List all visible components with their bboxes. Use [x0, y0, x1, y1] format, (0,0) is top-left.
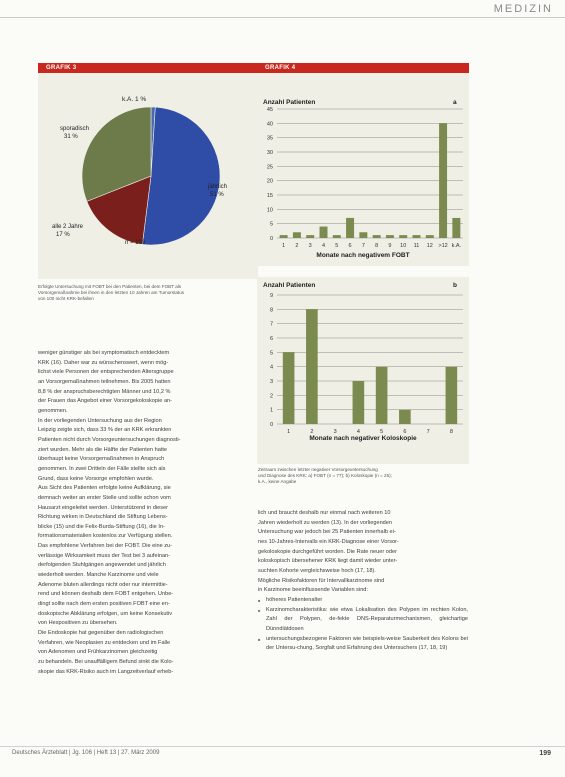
y-tick-label: 3: [269, 379, 273, 385]
body-text-line: zu behandeln. Bei unauffälligem Befund sinkt die Kolo-: [38, 659, 174, 665]
body-text-line: überhaupt keine Vorsorgemaßnahmen in Anspruch: [38, 456, 165, 463]
left-text-column: [38, 349, 250, 677]
x-tick-label: 6: [403, 429, 407, 435]
label-jaehrlich-1: jährlich: [208, 184, 228, 190]
x-tick-label: 3: [333, 429, 337, 435]
y-tick-label: 4: [269, 364, 273, 371]
body-text-line: 8,8 % der anspruchsberechtigten Männer und 10,2 %: [38, 388, 171, 395]
body-text-line: ziert wurden. Mehr als die Hälfte der Patienten hatte: [38, 446, 168, 453]
x-tick-label: 5: [380, 429, 384, 435]
x-tick-label: 7: [361, 243, 365, 249]
section-label: MEDIZIN: [493, 3, 553, 15]
x-tick-label: 8: [449, 429, 453, 435]
y-tick-label: 40: [266, 121, 273, 128]
caption-line: von 100 nicht KRK-befallen: [38, 296, 94, 301]
chart-a-xticks: [282, 243, 461, 249]
y-tick-label: 5: [269, 350, 273, 357]
y-tick-label: 20: [266, 178, 273, 185]
bar: [320, 227, 328, 238]
graphic3-panel: [38, 73, 258, 279]
x-tick-label: 11: [413, 243, 420, 249]
pie-chart: [38, 73, 258, 279]
body-text-line: formationsmaterialien kostenlos zur Verfügung stellen.: [38, 533, 173, 540]
bar-chart-a: [257, 73, 469, 266]
body-text-line: Leipzig zeigte sich, dass 33 % der an KRK erkrankten: [38, 427, 172, 434]
x-tick-label: 8: [375, 243, 379, 249]
body-text-line: derfolgenden Stuhlgängen angewendet und jährlich: [38, 562, 166, 569]
y-tick-label: 8: [269, 307, 273, 314]
pie-slices: [82, 107, 220, 245]
bar: [283, 352, 295, 424]
x-tick-label: 6: [348, 243, 352, 249]
bar: [439, 123, 447, 238]
body-text-line: weniger günstiger als bei symptomatisch entdecktem: [38, 350, 170, 356]
y-tick-label: 5: [269, 221, 273, 228]
label-jaehrlich-2: 51 %: [210, 192, 224, 198]
y-tick-label: 45: [266, 107, 273, 113]
bar: [333, 235, 341, 238]
label-2jahre-2: 17 %: [56, 232, 70, 238]
footer-source: Deutsches Ärzteblatt | Jg. 106 | Heft 13 | 27. März 2009: [12, 750, 160, 756]
body-text-line: der Frauen das Angebot einer Vorsorgekoloskopie an-: [38, 398, 173, 405]
caption-line: Zeitraum zwischen letzter negativer Vorsorgeuntersuchung: [258, 467, 378, 472]
y-tick-label: 15: [266, 193, 273, 199]
bar: [373, 235, 381, 238]
label-2jahre-1: alle 2 Jahre: [52, 224, 84, 230]
graphic4b-panel: [257, 277, 469, 464]
caption-line: k.A., keine Angabe: [258, 479, 297, 484]
y-tick-label: 6: [269, 336, 273, 342]
bar: [306, 309, 318, 424]
body-text-line: Untersuchung war jedoch bei 25 Patienten innerhalb ei-: [258, 529, 396, 536]
chart-b-xlabel: Monate nach negativer Koloskopie: [309, 435, 417, 442]
bullet-list: [258, 596, 468, 654]
body-text-line: von Adenomen und Frühkarzinomen gleichzeitig: [38, 649, 158, 656]
body-text-line: Jahren wiederholt zu werden (13). In der vorliegenden: [258, 519, 393, 526]
body-text-line: Aus Sicht des Patienten erfolgte keine Aufklärung, sie: [38, 485, 171, 492]
graphic4-header: GRAFIK 4: [257, 63, 469, 73]
bar: [306, 235, 314, 238]
x-tick-label: 1: [287, 429, 291, 435]
page-header: [0, 0, 565, 22]
y-tick-label: 7: [269, 321, 273, 328]
body-text-line: in Karzinome beeinflussende Variablen sind:: [258, 587, 368, 594]
chart-a-xlabel: Monate nach negativem FOBT: [316, 252, 410, 259]
bar: [446, 367, 458, 424]
body-text-line: rend und können deshalb dem FOBT entgehen. Unbe-: [38, 591, 174, 598]
body-text-line: genommen. In zwei Dritteln der Fälle stellte sich als: [38, 465, 166, 472]
body-text-line: suchten Kohorte vergleichsweise hoch (17, 18).: [258, 567, 376, 574]
body-text-line: Patienten nicht durch Vorsorgeuntersuchungen diagnosti-: [38, 436, 181, 443]
bar: [452, 218, 460, 238]
body-text-line: koloskopisch übersehener KRK liegt damit wieder unter-: [258, 558, 398, 565]
x-tick-label: k.A.: [451, 243, 462, 249]
body-text-line: dingt sollte nach dem ersten positiven FOBT eine en-: [38, 601, 170, 608]
x-tick-label: 5: [335, 243, 339, 249]
bar: [426, 235, 434, 238]
y-tick-label: 9: [269, 293, 273, 299]
bar: [399, 410, 411, 424]
pie-slice: [142, 107, 220, 245]
bar: [293, 232, 301, 238]
right-text-lines: [258, 509, 468, 596]
x-tick-label: 2: [295, 243, 299, 249]
y-tick-label: 35: [266, 135, 273, 142]
bullet-item: ■ höheres Patientenalter: [258, 596, 468, 606]
body-text-line: Verfahren, wie Neoplasien zu entdecken und im Falle: [38, 639, 171, 646]
body-text-line: Mögliche Risikofaktoren für Intervallkarzinome sind: [258, 577, 385, 584]
label-ka: k.A. 1 %: [122, 96, 147, 103]
bullet-item: ■ untersuchungsbezogene Faktoren wie beispiels-weise Sauberkeit des Kolons bei der Untersu-chung, Sorgfalt und Erfahrung des Untersuchers (17, 18, 19): [258, 635, 468, 654]
body-text-line: lichst viele Personen der entsprechenden Altersgruppe: [38, 369, 174, 376]
body-text-line: genommen.: [38, 407, 68, 414]
y-tick-label: 2: [269, 393, 273, 400]
y-tick-label: 1: [269, 407, 273, 414]
x-tick-label: 2: [310, 429, 314, 435]
x-tick-label: 3: [308, 243, 312, 249]
chart-a-title: Anzahl Patienten: [263, 99, 316, 106]
body-text-line: von Hespositiven zu übersehen.: [38, 620, 118, 627]
chart-b-title: Anzahl Patienten: [263, 282, 316, 289]
x-tick-label: >12: [438, 243, 448, 249]
label-sporadisch-2: 31 %: [64, 134, 78, 140]
body-text-line: doskopische Abklärung erfolgen, um keine Konsekutiv: [38, 610, 173, 617]
body-text-line: Die Endoskopie hat gegenüber den radiologischen: [38, 630, 164, 637]
x-tick-label: 7: [426, 429, 430, 435]
bar: [280, 235, 288, 238]
chart-a-letter: a: [453, 99, 457, 106]
graphic4a-panel: [257, 73, 469, 266]
graphic4-caption: [258, 467, 468, 485]
body-text-line: Adenome bluten allerdings nicht oder nur intermittie-: [38, 581, 168, 588]
x-tick-label: 4: [321, 243, 326, 249]
body-text-line: lich und braucht deshalb nur einmal nach weiteren 10: [258, 510, 391, 516]
x-tick-label: 12: [426, 243, 433, 249]
body-text-line: gekoloskopie durchgeführt worden. Die Rate neuer oder: [258, 548, 397, 555]
x-tick-label: 10: [400, 243, 407, 249]
graphic3-caption: [38, 284, 256, 302]
body-text-line: wiederholt werden. Manche Karzinome und viele: [38, 572, 159, 579]
body-text-line: KRK (16). Daher war zu wünschenswert, wenn mög-: [38, 359, 169, 366]
body-text-line: demnach weiter an erster Stelle und sollte schon vom: [38, 494, 171, 501]
n-label: n = 100: [125, 240, 146, 246]
footer-rule: [0, 746, 565, 747]
caption-line: und Diagnose des KRK: a) FOBT (n = 77); b) Koloskopie (n = 25);: [258, 473, 392, 478]
body-text-line: In der vorliegenden Untersuchung aus der Region: [38, 417, 162, 424]
x-tick-label: 9: [388, 243, 392, 249]
chart-b-letter: b: [453, 282, 457, 289]
body-text-line: nes 10-Jahres-Intervalls ein KRK-Diagnose einer Vorsor-: [258, 538, 399, 545]
label-sporadisch-1: sporadisch: [60, 126, 90, 132]
bar: [386, 235, 394, 238]
caption-line: Erfolgte Untersuchung mit FOBT bei den Patienten, bei dem FOBT als: [38, 284, 182, 289]
body-text-line: an Vorsorgemaßnahmen teilnehmen. Bis 2005 hatten: [38, 378, 171, 385]
y-tick-label: 0: [269, 236, 273, 242]
body-text-line: verlässige Wirksamkeit muss der Test bei 3 aufeinan-: [38, 552, 171, 559]
right-text-column: [258, 509, 468, 654]
chart-a-grid: [267, 107, 463, 242]
bar: [353, 381, 365, 424]
y-tick-label: 10: [266, 207, 273, 214]
bullet-item: ■ Karzinomcharakteristika: wie etwa Lokalisation des Polypen im rechten Kolon, Zahl der Polypen, de-fekte DNS-Reparaturmechanismen, gleichartige Dünndiätdosen: [258, 606, 468, 635]
y-tick-label: 30: [266, 150, 273, 156]
caption-line: Vorsorgemaßnahme bei ihnen in den letzten 10 Jahren am Tumorstatus: [38, 290, 185, 295]
body-text-line: blicke (15) und die Felix-Burda-Stiftung (16), die In-: [38, 523, 165, 530]
bar: [399, 235, 407, 238]
page-number: 199: [539, 750, 551, 757]
bar: [359, 232, 367, 238]
bar: [376, 367, 388, 424]
graphic3-header: GRAFIK 3: [38, 63, 258, 73]
body-text-line: Richtung wirken in Deutschland die Stiftung Lebens-: [38, 514, 168, 521]
y-tick-label: 0: [269, 422, 273, 428]
bar-chart-b: [257, 277, 469, 464]
bar: [346, 218, 354, 238]
body-text-line: Das empfohlene Verfahren bei der FOBT. Die eine zu-: [38, 543, 173, 550]
body-text-line: skopie das KRK-Risiko auch im Langzeitverlauf erheb-: [38, 668, 174, 675]
body-text-line: Hausarzt eingeleitet werden. Unterstützend in dieser: [38, 504, 168, 511]
y-tick-label: 25: [266, 164, 273, 171]
x-tick-label: 4: [356, 429, 360, 435]
header-rule: [0, 17, 565, 18]
x-tick-label: 1: [282, 243, 286, 249]
chart-b-grid: [270, 293, 463, 428]
bar: [413, 235, 421, 238]
body-text-line: Grund, dass keine Vorsorge empfohlen wurde.: [38, 475, 154, 482]
